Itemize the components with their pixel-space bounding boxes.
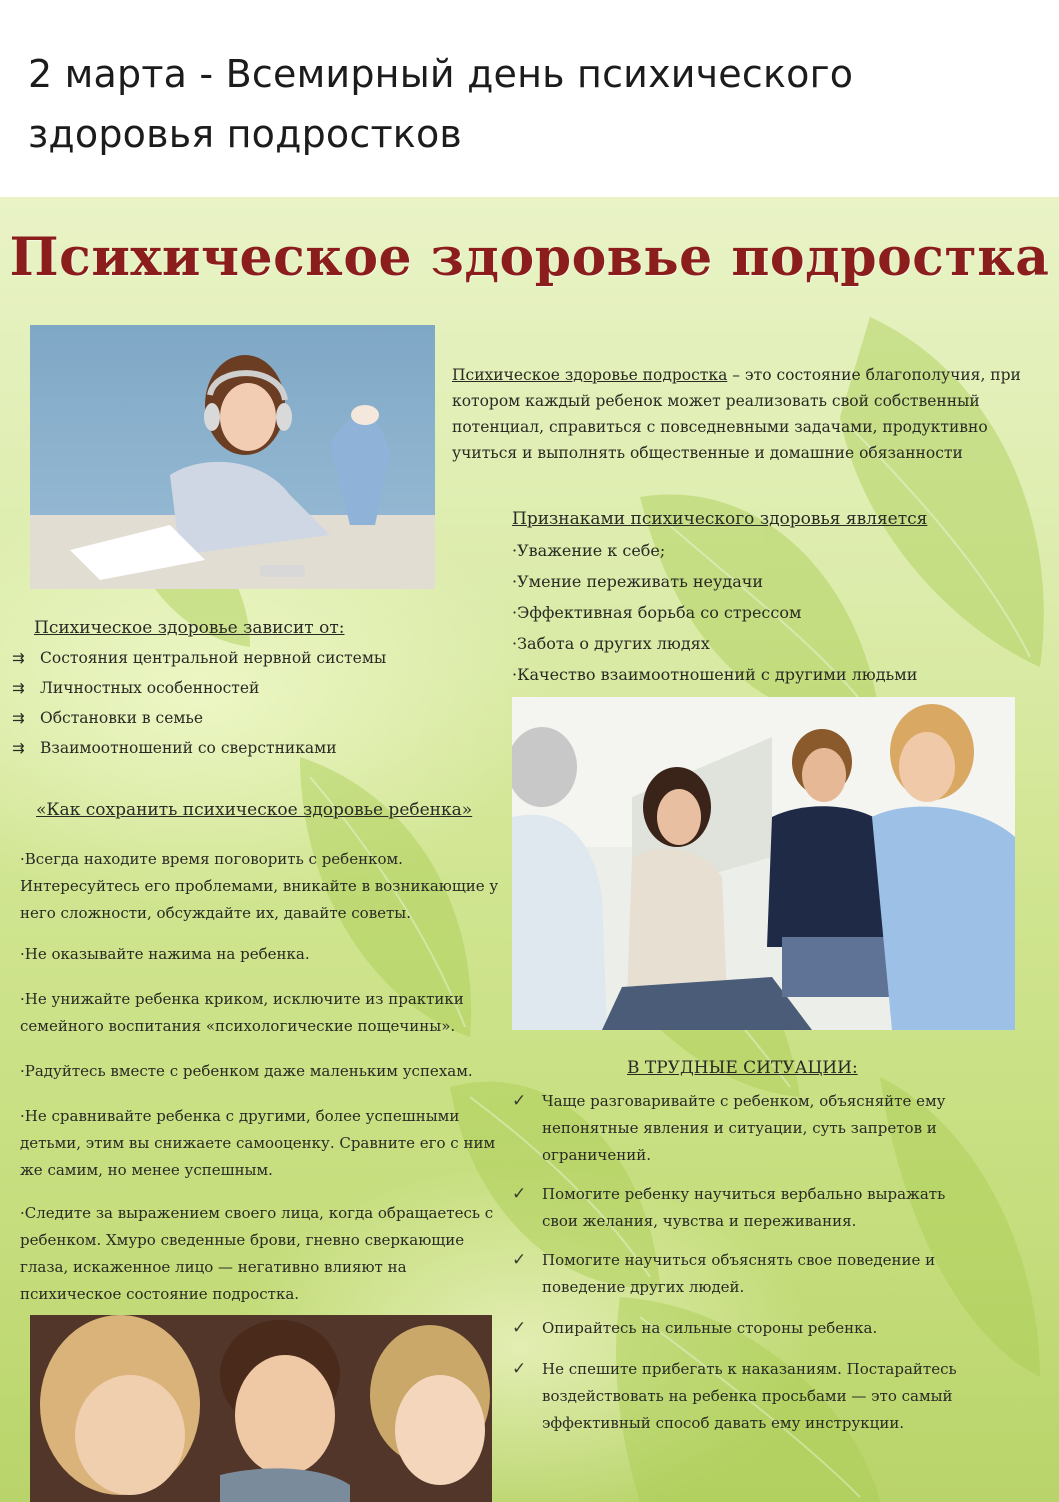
definition-block [452, 362, 1032, 466]
check-icon: ✓ [512, 1359, 527, 1379]
preserve-heading: «Как сохранить психическое здоровье ребенка» [36, 800, 473, 820]
photo-family-talk-drawing [512, 697, 1015, 1030]
difficult-item: ✓ Чаще разговаривайте с ребенком, объясняйте ему непонятные явления и ситуации, суть запретов и ограничений. [512, 1088, 982, 1169]
preserve-item: ·Не унижайте ребенка криком, исключите из практики семейного воспитания «психологические пощечины». [20, 990, 464, 1035]
photo-girl-headphones-drawing [30, 325, 435, 589]
signs-item: ·Уважение к себе; [512, 541, 666, 560]
photo-teenagers [30, 1315, 492, 1502]
double-arrow-icon: ⇉ [12, 709, 25, 727]
signs-item: ·Эффективная борьба со стрессом [512, 603, 802, 622]
definition-term: Психическое здоровье подростка [452, 366, 728, 384]
depends-block [12, 613, 452, 763]
poster-image [0, 197, 1059, 1502]
check-icon: ✓ [512, 1184, 527, 1204]
depends-item: ⇉ Взаимоотношений со сверстниками [12, 733, 452, 763]
depends-item: ⇉ Состояния центральной нервной системы [12, 643, 452, 673]
check-icon: ✓ [512, 1091, 527, 1111]
photo-teenagers-drawing [30, 1315, 492, 1502]
signs-heading: Признаками психического здоровья является [512, 509, 928, 529]
double-arrow-icon: ⇉ [12, 649, 25, 667]
difficult-item: ✓ Помогите ребенку научиться вербально выражать свои желания, чувства и переживания. [512, 1181, 982, 1235]
depends-heading: Психическое здоровье зависит от: [34, 618, 345, 638]
check-icon: ✓ [512, 1250, 527, 1270]
preserve-item: ·Не сравнивайте ребенка с другими, более успешными детьми, этим вы снижаете самооценку. Сравните его с ним же самим, но менее успешным. [20, 1107, 496, 1179]
signs-item: ·Умение переживать неудачи [512, 572, 764, 591]
difficult-heading: В ТРУДНЫЕ СИТУАЦИИ: [627, 1058, 858, 1078]
preserve-block [20, 797, 510, 1308]
double-arrow-icon: ⇉ [12, 739, 25, 757]
preserve-item: ·Всегда находите время поговорить с ребенком. Интересуйтесь его проблемами, вникайте в возникающие у него сложности, обсуждайте их, давайте советы. [20, 850, 499, 922]
definition-text: – это состояние благополучия, при котором каждый ребенок может реализовать свой собственный потенциал, справиться с повседневными задачами, продуктивно учиться и выполнять общественные и домашние обязанности [452, 366, 1021, 462]
difficult-item: ✓ Опирайтесь на сильные стороны ребенка. [512, 1315, 982, 1342]
signs-item: ·Забота о других людях [512, 634, 710, 653]
preserve-item: ·Следите за выражением своего лица, когда обращаетесь с ребенком. Хмуро сведенные брови, гневно сверкающие глаза, искаженное лицо — негативно влияют на психическое состояние подростка. [20, 1204, 494, 1303]
difficult-block [512, 1055, 982, 1437]
photo-family-talk [512, 697, 1015, 1030]
signs-item: ·Качество взаимоотношений с другими людьми [512, 665, 918, 684]
poster-title: Психическое здоровье подростка [9, 227, 1050, 288]
check-icon: ✓ [512, 1318, 527, 1338]
post-title: 2 марта - Всемирный день психического здоровья подростков [28, 52, 854, 156]
preserve-item: ·Радуйтесь вместе с ребенком даже маленьким успехам. [20, 1062, 473, 1080]
double-arrow-icon: ⇉ [12, 679, 25, 697]
preserve-item: ·Не оказывайте нажима на ребенка. [20, 945, 310, 963]
depends-item: ⇉ Личностных особенностей [12, 673, 452, 703]
depends-item: ⇉ Обстановки в семье [12, 703, 452, 733]
difficult-item: ✓ Не спешите прибегать к наказаниям. Постарайтесь воздействовать на ребенка просьбами — это самый эффективный способ давать ему инструкции. [512, 1356, 982, 1437]
difficult-item: ✓ Помогите научиться объяснять свое поведение и поведение других людей. [512, 1247, 982, 1301]
photo-girl-headphones [30, 325, 435, 589]
signs-block [512, 504, 992, 690]
